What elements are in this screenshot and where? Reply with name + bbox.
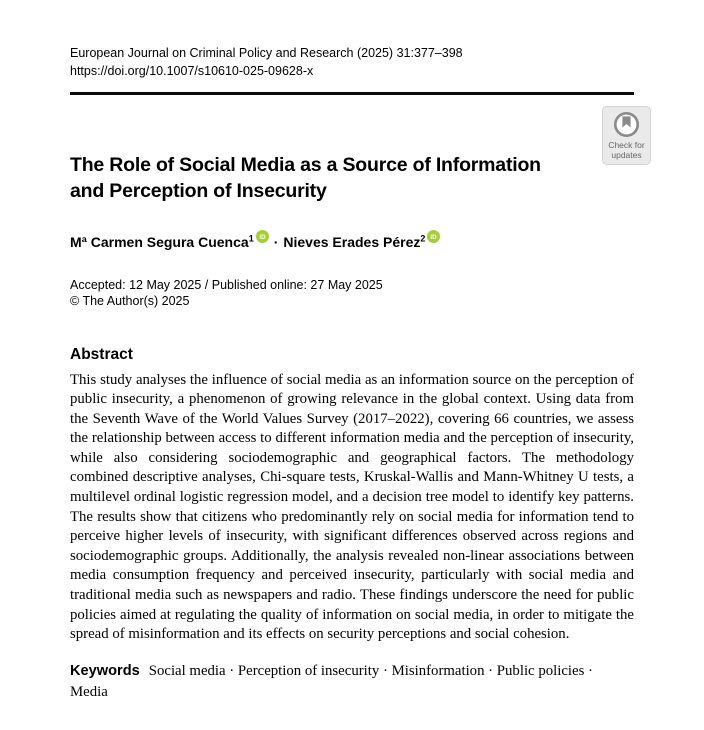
author-2-affiliation-sup: 2 — [420, 232, 426, 243]
abstract-heading: Abstract — [70, 345, 133, 363]
badge-text-line2: updates — [611, 149, 642, 160]
badge-text-line1: Check for — [608, 140, 645, 150]
author-2: Nieves Erades Pérez$^2$ — [283, 232, 426, 250]
title-line-1: The Role of Social Media as a Source of Information — [70, 153, 541, 176]
journal-header — [70, 45, 634, 80]
orcid-id-icon[interactable] — [427, 230, 440, 243]
paper-title — [70, 152, 634, 204]
check-for-updates-badge[interactable] — [602, 106, 651, 165]
author-1: Mª Carmen Segura Cuenca$^1$ — [70, 232, 254, 250]
author-separator: · — [273, 233, 279, 250]
author-1-affiliation-sup: 1 — [248, 232, 254, 243]
doi-link[interactable]: https://doi.org/10.1007/s10610-025-09628-x — [70, 63, 314, 78]
accepted-published-dates: Accepted: 12 May 2025 / Published online: 27 May 2025 — [70, 277, 383, 292]
copyright-line: © The Author(s) 2025 — [70, 294, 190, 308]
header-rule — [70, 92, 634, 95]
authors-line — [70, 230, 634, 250]
keywords-heading: Keywords — [70, 662, 140, 679]
keywords-block — [70, 661, 634, 703]
title-line-2: and Perception of Insecurity — [70, 179, 327, 202]
svg-text:iD: iD — [430, 233, 437, 241]
abstract-text: This study analyses the influence of social media as an information source on the perception of public insecurity, a phenomenon of growing relevance in the global context. Using data from the Seventh Wave of the World Values Survey (2017–2022), covering 66 countries, we assess the relationship between access to different information media and the perception of insecurity, while also considering sociodemographic and geographical factors. The methodology combined descriptive analyses, Chi-square tests, Kruskal-Wallis and Mann-Whitney U tests, a multilevel ordinal logistic regression model, and a decision tree model to identify key patterns. The results show that citizens who predominantly rely on social media for information tend to perceive higher levels of insecurity, with significant differences observed across regions and sociodemographic groups. Additionally, the analysis revealed non-linear associations between media consumption frequency and perceived insecurity, particularly with social media and traditional media such as newspapers and radio. These findings underscore the need for public policies aimed at regulating the quality of information on social media, in order to mitigate the spread of misinformation and its effects on security perceptions and social cohesion. — [70, 371, 634, 643]
svg-text:iD: iD — [259, 233, 266, 241]
article-meta — [70, 277, 634, 310]
keywords-list: Social media · Perception of insecurity · Misinformation · Public policies · Media — [70, 662, 593, 700]
crossmark-bookmark-icon — [603, 111, 650, 138]
orcid-id-icon[interactable] — [256, 230, 269, 243]
journal-citation: European Journal on Criminal Policy and Research (2025) 31:377–398 — [70, 46, 463, 60]
